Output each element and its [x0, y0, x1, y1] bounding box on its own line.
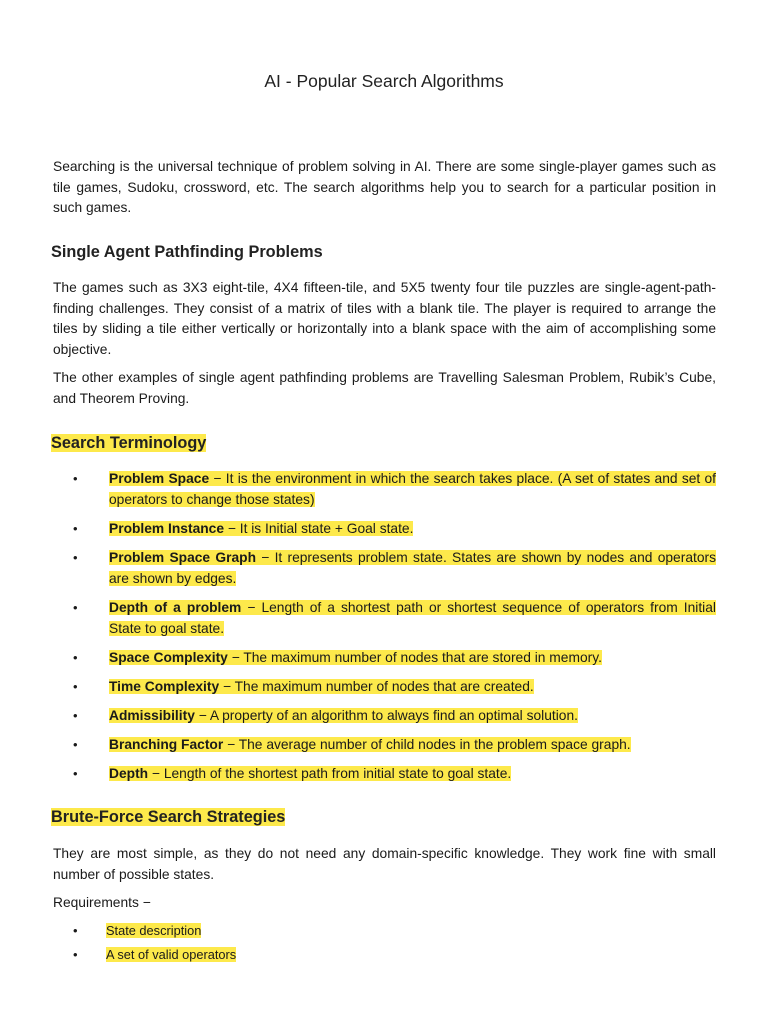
bullet: •: [73, 471, 78, 486]
term: Depth: [109, 766, 149, 781]
section-heading-terminology: [51, 432, 206, 454]
list-item: [0, 764, 768, 785]
term: Problem Space Graph: [109, 550, 256, 565]
highlight: [109, 737, 631, 752]
term-description: − It is the environment in which the search takes place. (A set of states and set of operators to change those states): [109, 471, 717, 507]
list-item-text: [109, 469, 716, 510]
list-item: [0, 946, 768, 964]
pathfinding-paragraph-2: The other examples of single agent pathfinding problems are Travelling Salesman Problem, Rubik’s Cube, and Theorem Proving.: [53, 370, 716, 406]
bullet: •: [73, 947, 78, 962]
term-description: − Length of a shortest path or shortest sequence of operators from Initial State to goal state.: [109, 600, 716, 636]
highlight: A set of valid operators: [106, 947, 237, 962]
intro-paragraph: Searching is the universal technique of problem solving in AI. There are some single-player games such as tile games, Sudoku, crossword, etc. The search algorithms help you to search for a particular position in such games.: [53, 159, 716, 215]
highlight: [109, 521, 413, 536]
list-item: [0, 469, 768, 510]
term: Problem Instance: [109, 521, 225, 536]
term: Branching Factor: [109, 737, 224, 752]
list-item-text: [109, 706, 716, 727]
term: Space Complexity: [109, 650, 228, 665]
list-item: [0, 548, 768, 589]
bullet: •: [73, 708, 78, 723]
term-description: − The average number of child nodes in the problem space graph.: [223, 737, 631, 752]
term-description: − It is Initial state + Goal state.: [224, 521, 414, 536]
term-description: − The maximum number of nodes that are stored in memory.: [227, 650, 602, 665]
term-description: − A property of an algorithm to always find an optimal solution.: [194, 708, 578, 723]
pathfinding-paragraph-1: The games such as 3X3 eight-tile, 4X4 fifteen-tile, and 5X5 twenty four tile puzzles are single-agent-path-finding challenges. They consist of a matrix of tiles with a blank tile. The player is required to arrange the tiles by sliding a tile either vertically or horizontally into a blank space with the aim of accomplishing some objective.: [53, 280, 716, 357]
bullet: •: [73, 737, 78, 752]
highlight: State description: [106, 923, 202, 938]
list-item-text: [109, 548, 716, 589]
term: Admissibility: [109, 708, 195, 723]
list-item: [0, 648, 768, 669]
list-item-text: [109, 519, 716, 540]
section-heading-brute-force: [51, 806, 285, 828]
highlight: [109, 708, 578, 723]
highlight: [109, 471, 716, 507]
page-title: AI - Popular Search Algorithms: [264, 71, 504, 91]
list-item: [0, 519, 768, 540]
list-item-text: [109, 648, 716, 669]
list-item: [0, 598, 768, 639]
bullet: •: [73, 766, 78, 781]
term-description: − Length of the shortest path from initial state to goal state.: [148, 766, 512, 781]
highlight: [109, 766, 511, 781]
term-description: − The maximum number of nodes that are created.: [219, 679, 534, 694]
list-item: [0, 677, 768, 698]
highlight: [109, 650, 602, 665]
heading-highlight: Brute-Force Search Strategies: [51, 808, 286, 826]
term: Time Complexity: [109, 679, 220, 694]
bullet: •: [73, 923, 78, 938]
bullet: •: [73, 550, 78, 565]
term-description: − It represents problem state. States are shown by nodes and operators are shown by edges.: [109, 550, 716, 586]
heading-highlight: Search Terminology: [51, 434, 207, 452]
highlight: [109, 600, 716, 636]
bullet: •: [73, 679, 78, 694]
requirements-label: Requirements −: [53, 895, 151, 910]
list-item: [0, 735, 768, 756]
list-item-text: [109, 598, 716, 639]
list-item-text: [106, 946, 713, 964]
list-item: [0, 706, 768, 727]
list-item-text: [109, 677, 716, 698]
list-item-text: [109, 735, 716, 756]
highlight: [109, 679, 534, 694]
highlight: [109, 550, 716, 586]
brute-force-paragraph: They are most simple, as they do not need any domain-specific knowledge. They work fine with small number of possible states.: [53, 846, 716, 882]
bullet: •: [73, 650, 78, 665]
list-item-text: [109, 764, 716, 785]
bullet: •: [73, 600, 78, 615]
list-item-text: [106, 922, 713, 940]
bullet: •: [73, 521, 78, 536]
term: Problem Space: [109, 471, 210, 486]
list-item: [0, 922, 768, 940]
term: Depth of a problem: [109, 600, 242, 615]
section-heading-pathfinding: Single Agent Pathfinding Problems: [51, 243, 323, 261]
